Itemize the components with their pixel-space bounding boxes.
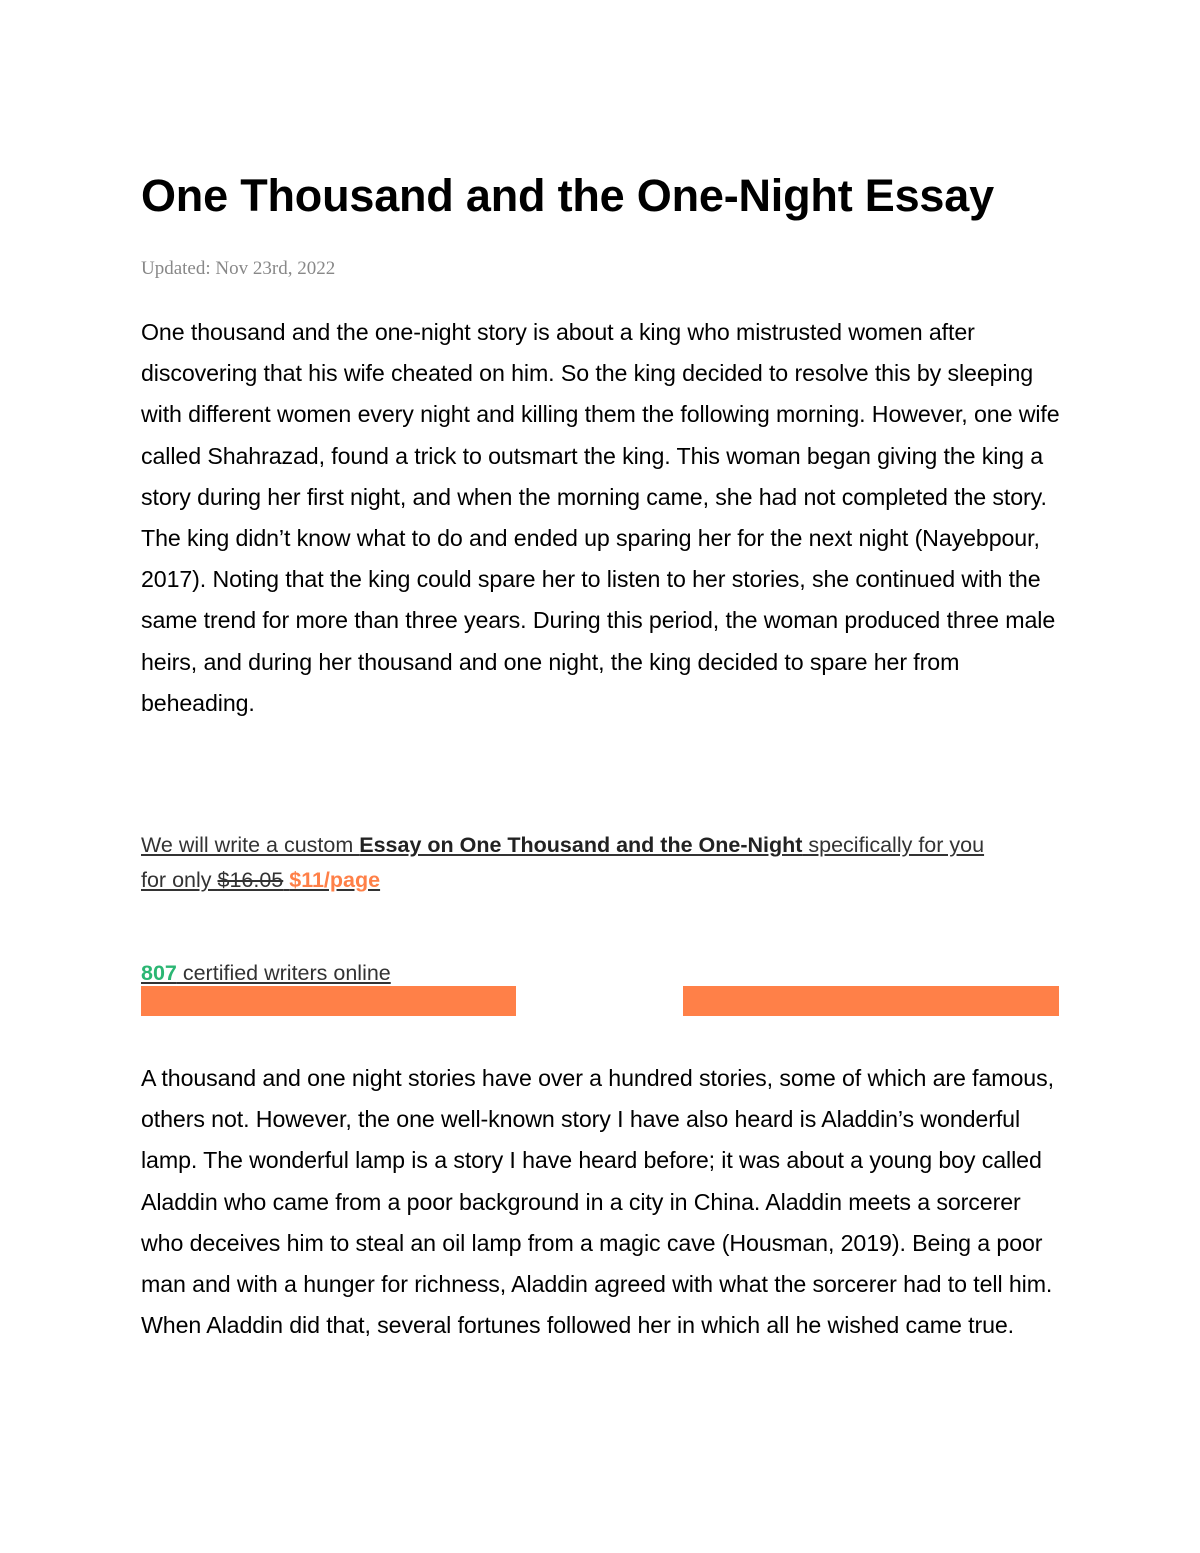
new-price: $11/page: [289, 868, 381, 892]
page-title: One Thousand and the One-Night Essay: [141, 170, 994, 221]
price-link[interactable]: [141, 868, 380, 892]
banner-left-stripe: [141, 986, 516, 1016]
promo-suffix: specifically for you: [802, 833, 985, 857]
custom-essay-link[interactable]: [141, 833, 984, 857]
updated-date: Updated: Nov 23rd, 2022: [141, 258, 336, 279]
for-only-label: for only: [141, 868, 218, 892]
order-banner: [141, 986, 1059, 1016]
writers-count: 807: [141, 961, 177, 985]
promo-essay-title: Essay on One Thousand and the One-Night: [359, 833, 803, 857]
essay-paragraph-1: One thousand and the one-night story is about a king who mistrusted women after discovering that his wife cheated on him. So the king decided to resolve this by sleeping with different women every night and killing them the following morning. However, one wife called Shahrazad, found a trick to outsmart the king. This woman began giving the king a story during her first night, and when the morning came, she had not completed the story. The king didn’t know what to do and ended up sparing her for the next night (Nayebpour, 2017). Noting that the king could spare her to listen to her stories, she continued with the same trend for more than three years. During this period, the woman produced three male heirs, and during her thousand and one night, the king decided to spare her from beheading.: [141, 319, 1060, 716]
essay-paragraph-2: A thousand and one night stories have over a hundred stories, some of which are famous, others not. However, the one well-known story I have also heard is Aladdin’s wonderful lamp. The wonderful lamp is a story I have heard before; it was about a young boy called Aladdin who came from a poor background in a city in China. Aladdin meets a sorcerer who deceives him to steal an oil lamp from a magic cave (Housman, 2019). Being a poor man and with a hunger for richness, Aladdin agreed with what the sorcerer had to tell him. When Aladdin did that, several fortunes followed her in which all he wished came true.: [141, 1065, 1054, 1339]
writers-text: certified writers online: [176, 961, 391, 985]
promo-prefix: We will write a custom: [141, 833, 360, 857]
writers-online-link[interactable]: [141, 957, 391, 989]
order-button[interactable]: [516, 986, 683, 1016]
custom-essay-promo: [141, 828, 1041, 898]
banner-right-stripe: [683, 986, 1059, 1016]
old-price: $16.05: [217, 868, 284, 892]
